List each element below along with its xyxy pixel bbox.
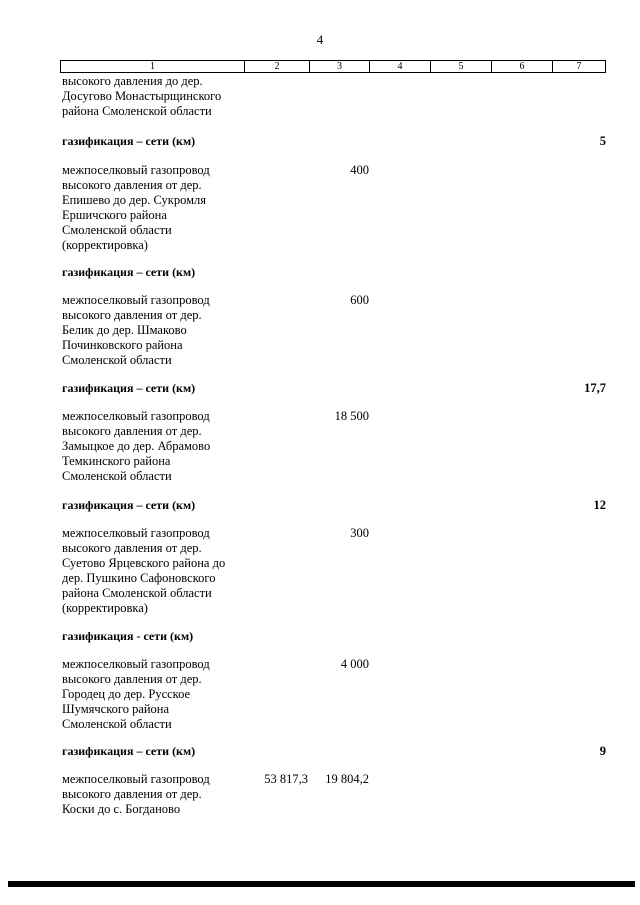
section-heading: газификация - сети (км) [62,629,194,643]
section-heading: газификация – сети (км) [62,381,196,395]
column-header-4: 4 [370,61,431,73]
section-heading-value: 12 [593,498,606,512]
bottom-border-bar [8,881,635,887]
section-col3-value: 4 000 [340,657,369,671]
section-col3-value: 300 [350,526,369,540]
section-col3-value: 600 [350,293,369,307]
section-col2-value: 53 817,3 [264,772,308,786]
section-description: межпоселковый газопровод высокого давления от дер. Коски до с. Богданово [62,772,210,816]
section-col3-value: 18 500 [334,409,369,423]
section-col3-value: 400 [350,163,369,177]
section-heading: газификация – сети (км) [62,265,196,279]
column-header-7: 7 [553,61,606,73]
section-description: межпоселковый газопровод высокого давления от дер. Епишево до дер. Сукромля Ершичского района Смоленской области (корректировка) [62,163,210,252]
page-number: 4 [316,32,324,47]
column-header-3: 3 [310,61,370,73]
section-heading-value: 5 [599,134,606,148]
section-heading: газификация – сети (км) [62,134,196,148]
section-description: межпоселковый газопровод высокого давления от дер. Суетово Ярцевского района до дер. Пушкино Сафоновского района Смоленской области (корректировка) [62,526,226,615]
column-header-5: 5 [431,61,492,73]
section-heading: газификация – сети (км) [62,744,196,758]
section-heading-value: 9 [599,744,606,758]
section-description: межпоселковый газопровод высокого давления от дер. Городец до дер. Русское Шумячского района Смоленской области [62,657,210,731]
section-heading-value: 17,7 [584,381,606,395]
section-heading: газификация – сети (км) [62,498,196,512]
column-header-row [60,60,606,73]
column-header-6: 6 [492,61,553,73]
column-header-1: 1 [61,61,245,73]
continuation-text: высокого давления до дер. Досугово Монастырщинского района Смоленской области [62,74,222,118]
column-header-2: 2 [245,61,310,73]
section-description: межпоселковый газопровод высокого давления от дер. Белик до дер. Шмаково Починковского района Смоленской области [62,293,210,367]
section-col3-value: 19 804,2 [325,772,369,786]
section-description: межпоселковый газопровод высокого давления от дер. Замыцкое до дер. Абрамово Темкинского района Смоленской области [62,409,211,483]
